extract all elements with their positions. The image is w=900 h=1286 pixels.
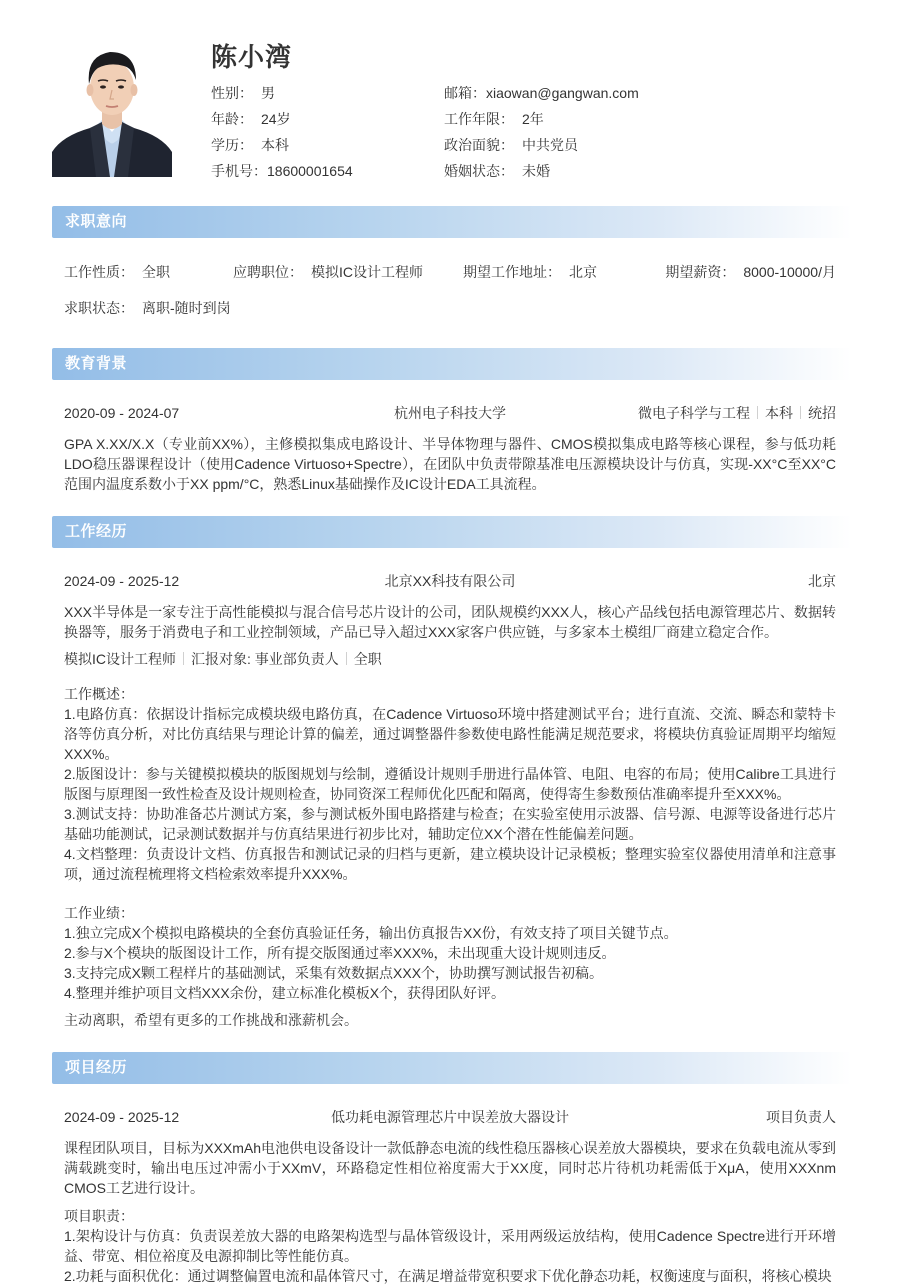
divider — [800, 406, 801, 419]
info-value: 男 — [261, 85, 275, 101]
education-major: 微电子科学与工程 — [638, 405, 750, 421]
overview-item: 4.文档整理：负责设计文档、仿真报告和测试记录的归档与更新，建立模块设计记录模板；整理实验室仪器使用清单和注意事项，通过流程梳理将文档检索效率提升XXX%。 — [64, 846, 836, 882]
info-label: 年龄： — [211, 111, 253, 127]
divider — [183, 652, 184, 665]
education-degree: 本科 — [765, 405, 793, 421]
project-description — [64, 1138, 836, 1198]
achievement-item: 3.支持完成X颗工程样片的基础测试，采集有效数据点XXX个，协助撰写测试报告初稿。 — [64, 965, 604, 981]
section-title: 项目经历 — [65, 1059, 128, 1076]
info-value: 24岁 — [261, 111, 291, 127]
candidate-name: 陈小湾 — [211, 42, 293, 72]
duty-item: 2.功耗与面积优化：通过调整偏置电流和晶体管尺寸，在满足增益带宽积要求下优化静态功耗，权衡速度与面积，将核心模块 — [64, 1268, 832, 1284]
info-political-status — [444, 134, 639, 160]
achievement-item: 4.整理并维护项目文档XXX余份，建立标准化模板X个，获得团队好评。 — [64, 985, 506, 1001]
education-entry-header — [64, 402, 836, 424]
info-phone — [211, 160, 353, 186]
section-title: 教育背景 — [65, 355, 128, 372]
leave-reason — [64, 1010, 836, 1030]
work-city: 北京 — [808, 573, 836, 589]
project-name: 低功耗电源管理芯片中误差放大器设计 — [331, 1109, 569, 1125]
education-desc-text: GPA X.XX/X.X（专业前XX%），主修模拟集成电路设计、半导体物理与器件、CMOS模拟集成电路等核心课程，参与低功耗LDO稳压器课程设计（使用Cadence Virtuoso+Spectre），在团队中负责带隙基准电压源模块设计与仿真，实现-XX°C至XX°C范围内温度系数小于XX ppm/°C，熟悉Linux基础操作及IC设计EDA工具流程。 — [64, 436, 836, 492]
education-period: 2020-09 - 2024-07 — [64, 405, 180, 421]
email-value: xiaowan@gangwan.com — [486, 85, 639, 101]
profile-photo — [52, 40, 172, 177]
project-period: 2024-09 - 2025-12 — [64, 1109, 180, 1125]
project-duties — [64, 1206, 836, 1286]
company-desc-text: XXX半导体是一家专注于高性能模拟与混合信号芯片设计的公司，团队规模约XXX人，核心产品线包括电源管理芯片、数据转换器等，服务于消费电子和工业控制领域，产品已导入超过XXX家客户供应链，与多家本土模组厂商建立稳定合作。 — [64, 604, 836, 640]
intent-value: 8000-10000/月 — [743, 264, 836, 280]
info-value: 未婚 — [522, 163, 550, 179]
intent-location — [463, 261, 597, 283]
info-value: 2年 — [522, 111, 544, 127]
basic-info-right — [444, 82, 639, 186]
overview-title: 工作概述： — [64, 686, 134, 702]
info-label: 性别： — [211, 85, 253, 101]
section-job-intent — [52, 206, 852, 238]
section-title: 工作经历 — [65, 523, 128, 540]
work-role: 模拟IC设计工程师 — [64, 651, 176, 667]
info-education — [211, 134, 353, 160]
intent-row-1 — [64, 261, 836, 283]
section-project-experience — [52, 1052, 852, 1084]
info-value: 本科 — [261, 137, 289, 153]
info-gender — [211, 82, 353, 108]
intent-label: 工作性质： — [64, 264, 134, 280]
intent-job-type — [64, 261, 170, 283]
info-age — [211, 108, 353, 134]
section-work-experience — [52, 516, 852, 548]
basic-info-left — [211, 82, 353, 186]
education-meta — [638, 402, 836, 424]
section-education — [52, 348, 852, 380]
work-period: 2024-09 - 2025-12 — [64, 573, 180, 589]
leave-reason-text: 主动离职，希望有更多的工作挑战和涨薪机会。 — [64, 1012, 358, 1028]
work-report-to: 汇报对象: 事业部负责人 — [191, 651, 339, 667]
info-value: 中共党员 — [522, 137, 578, 153]
overview-item: 1.电路仿真：依据设计指标完成模块级电路仿真，在Cadence Virtuoso环境中搭建测试平台；进行直流、交流、瞬态和蒙特卡洛等仿真分析，对比仿真结果与理论计算的偏差，通过调整器件参数使电路性能满足规范要求，将模块仿真验证周期平均缩短XXX%。 — [64, 706, 836, 762]
company-description — [64, 602, 836, 642]
work-overview — [64, 684, 836, 884]
intent-label: 应聘职位： — [233, 264, 303, 280]
intent-label: 期望薪资： — [665, 264, 736, 280]
intent-label: 求职状态： — [64, 300, 134, 316]
section-title: 求职意向 — [65, 213, 128, 230]
overview-item: 2.版图设计：参与关键模拟模块的版图规划与绘制，遵循设计规则手册进行晶体管、电阻、电容的布局；使用Calibre工具进行版图与原理图一致性检查及设计规则检查，协同资深工程师优化匹配和隔离，使得寄生参数预估准确率提升至XXX%。 — [64, 766, 836, 802]
work-entry-header — [64, 570, 836, 592]
intent-value: 全职 — [142, 264, 170, 280]
intent-value: 离职-随时到岗 — [142, 300, 231, 316]
project-desc-text: 课程团队项目，目标为XXXmAh电池供电设备设计一款低静态电流的线性稳压器核心误差放大器模块，要求在负载电流从零到满载跳变时，输出电压过冲需小于XXmV，环路稳定性相位裕度需大于XX度，同时芯片待机功耗需低于XμA，使用XXXnm CMOS工艺进行设计。 — [64, 1140, 836, 1196]
phone-value: 18600001654 — [267, 163, 353, 179]
work-role-line — [64, 649, 836, 669]
intent-label: 期望工作地址： — [463, 264, 561, 280]
divider — [757, 406, 758, 419]
work-achievements — [64, 903, 836, 1003]
info-label: 婚姻状态： — [444, 163, 514, 179]
work-job-type: 全职 — [353, 651, 382, 667]
intent-salary — [665, 261, 836, 283]
project-entry-header — [64, 1106, 836, 1128]
work-company: 北京XX科技有限公司 — [384, 573, 516, 589]
achievement-item: 1.独立完成X个模拟电路模块的全套仿真验证任务，输出仿真报告XX份，有效支持了项目关键节点。 — [64, 925, 678, 941]
info-label: 工作年限： — [444, 111, 514, 127]
intent-position — [233, 261, 423, 283]
overview-item: 3.测试支持：协助准备芯片测试方案，参与测试板外围电路搭建与检查；在实验室使用示波器、信号源、电源等设备进行芯片基础功能测试，记录测试数据并与仿真结果进行初步比对，辅助定位XX个潜在性能偏差问题。 — [64, 806, 836, 842]
education-type: 统招 — [808, 405, 836, 421]
profile-header — [52, 40, 852, 180]
project-role: 项目负责人 — [766, 1109, 836, 1125]
education-school: 杭州电子科技大学 — [394, 405, 506, 421]
intent-status — [64, 297, 231, 319]
info-label: 政治面貌： — [444, 137, 514, 153]
info-label: 学历： — [211, 137, 253, 153]
duties-title: 项目职责： — [64, 1208, 134, 1224]
duty-item: 1.架构设计与仿真：负责误差放大器的电路架构选型与晶体管级设计，采用两级运放结构，使用Cadence Spectre进行开环增益、带宽、相位裕度及电源抑制比等性能仿真。 — [64, 1228, 836, 1264]
intent-value: 北京 — [569, 264, 597, 280]
info-label: 手机号： — [211, 163, 267, 179]
info-label: 邮箱： — [444, 85, 486, 101]
education-description — [64, 434, 836, 494]
info-work-years — [444, 108, 639, 134]
achievements-title: 工作业绩： — [64, 905, 134, 921]
divider — [346, 652, 347, 665]
achievement-item: 2.参与X个模块的版图设计工作，所有提交版图通过率XXX%，未出现重大设计规则违反。 — [64, 945, 616, 961]
info-email — [444, 82, 639, 108]
info-marital-status — [444, 160, 639, 186]
intent-row-2 — [64, 297, 836, 319]
intent-value: 模拟IC设计工程师 — [311, 264, 423, 280]
